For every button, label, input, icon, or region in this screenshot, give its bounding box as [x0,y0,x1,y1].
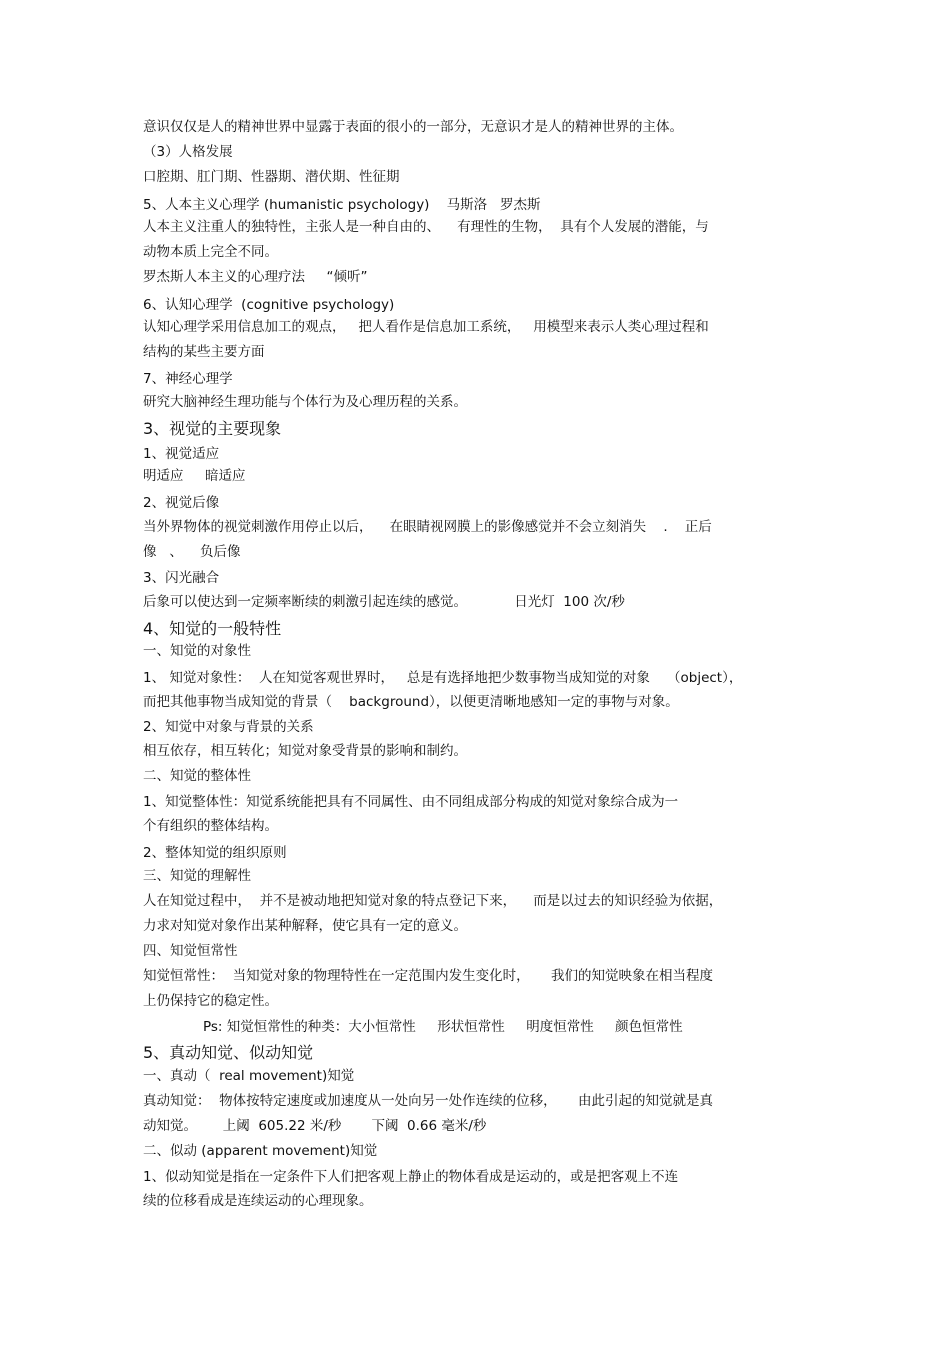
subheading: 2、视觉后像 [143,495,220,511]
text-line: 结构的某些主要方面 [143,344,265,360]
text-line: 动物本质上完全不同。 [143,244,278,260]
section-heading: 7、神经心理学 [143,371,233,387]
section-heading: 6、认知心理学 (cognitive psychology) [143,297,395,313]
text-line: 人本主义注重人的独特性，主张人是一种自由的、 有理性的生物， 具有个人发展的潜能，与 [143,219,709,235]
text-line: 知觉恒常性： 当知觉对象的物理特性在一定范围内发生变化时， 我们的知觉映象在相当程度 [143,968,714,984]
text-line: 1、似动知觉是指在一定条件下人们把客观上静止的物体看成是运动的，或是把客观上不连 [143,1169,679,1185]
subheading: 四、知觉恒常性 [143,943,238,959]
text-line: 1、知觉整体性：知觉系统能把具有不同属性、由不同组成部分构成的知觉对象综合成为一 [143,794,679,810]
chapter-heading: 3、视觉的主要现象 [143,419,282,438]
text-line: 力求对知觉对象作出某种解释，使它具有一定的意义。 [143,918,467,934]
text-line: 当外界物体的视觉刺激作用停止以后， 在眼睛视网膜上的影像感觉并不会立刻消失 . 正后 [143,519,712,535]
subheading: 一、真动（ real movement)知觉 [143,1068,355,1084]
subheading: 3、闪光融合 [143,570,220,586]
text-line: 后象可以使达到一定频率断续的刺激引起连续的感觉。 日光灯 100 次/秒 [143,594,625,610]
text-line: 相互依存，相互转化；知觉对象受背景的影响和制约。 [143,743,467,759]
subheading: 二、知觉的整体性 [143,768,251,784]
text-line: 明适应 暗适应 [143,468,246,484]
text-line: 个有组织的整体结构。 [143,818,278,834]
subheading: 2、整体知觉的组织原则 [143,845,287,861]
section-heading: 5、人本主义心理学 (humanistic psychology) 马斯洛 罗杰斯 [143,197,541,213]
text-line: 口腔期、肛门期、性器期、潜伏期、性征期 [143,169,400,185]
text-line: （3）人格发展 [143,144,233,160]
text-line: 1、 知觉对象性： 人在知觉客观世界时， 总是有选择地把少数事物当成知觉的对象 （object）， [143,670,743,686]
subheading: 1、视觉适应 [143,446,220,462]
text-line: 续的位移看成是连续运动的心理现象。 [143,1193,373,1209]
subheading: 一、知觉的对象性 [143,643,251,659]
text-line: 上仍保持它的稳定性。 [143,993,278,1009]
text-line: 研究大脑神经生理功能与个体行为及心理历程的关系。 [143,394,467,410]
ps-note: Ps: 知觉恒常性的种类：大小恒常性 形状恒常性 明度恒常性 颜色恒常性 [203,1019,683,1035]
subheading: 二、似动 (apparent movement)知觉 [143,1143,378,1159]
subheading: 2、知觉中对象与背景的关系 [143,719,314,735]
text-line: 认知心理学采用信息加工的观点， 把人看作是信息加工系统， 用模型来表示人类心理过程和 [143,319,709,335]
text-line: 而把其他事物当成知觉的背景（ background），以便更清晰地感知一定的事物与对象。 [143,694,679,710]
text-line: 真动知觉： 物体按特定速度或加速度从一处向另一处作连续的位移， 由此引起的知觉就是真 [143,1093,714,1109]
subheading: 三、知觉的理解性 [143,868,251,884]
text-line: 动知觉。 上阈 605.22 米/秒 下阈 0.66 毫米/秒 [143,1118,487,1134]
chapter-heading: 5、真动知觉、似动知觉 [143,1043,314,1062]
text-line: 像 、 负后像 [143,544,241,560]
text-line: 人在知觉过程中， 并不是被动地把知觉对象的特点登记下来， 而是以过去的知识经验为依据， [143,893,723,909]
text-line: 意识仅仅是人的精神世界中显露于表面的很小的一部分，无意识才是人的精神世界的主体。 [143,119,683,135]
text-line: 罗杰斯人本主义的心理疗法 “倾听” [143,269,368,285]
chapter-heading: 4、知觉的一般特性 [143,619,282,638]
